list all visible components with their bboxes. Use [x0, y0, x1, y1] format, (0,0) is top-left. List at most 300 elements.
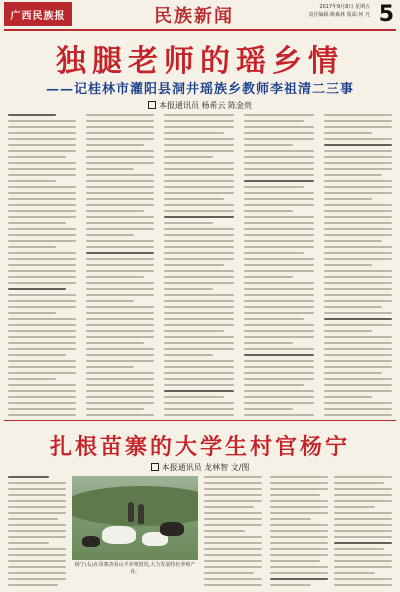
text-line	[164, 186, 234, 188]
text-line	[244, 306, 314, 308]
text-line	[8, 348, 76, 350]
text-line	[8, 330, 76, 332]
text-line	[270, 488, 328, 490]
text-line	[8, 258, 76, 260]
text-line	[86, 162, 154, 164]
text-line	[324, 270, 392, 272]
text-line	[244, 276, 293, 278]
text-line	[164, 240, 234, 242]
masthead-rule	[4, 29, 396, 31]
text-line	[244, 132, 314, 134]
text-line	[334, 476, 392, 478]
text-line	[244, 270, 314, 272]
text-line	[244, 378, 314, 380]
text-line	[324, 306, 382, 308]
text-line	[324, 120, 392, 122]
text-line	[164, 348, 234, 350]
text-line	[334, 512, 392, 514]
text-line	[270, 506, 328, 508]
text-line	[8, 276, 76, 278]
text-line	[164, 264, 224, 266]
issue-info	[308, 3, 370, 19]
text-column	[86, 114, 154, 416]
text-line	[164, 168, 234, 170]
text-line	[324, 246, 392, 248]
text-line	[8, 198, 76, 200]
text-line	[270, 536, 328, 538]
text-line	[86, 366, 134, 368]
page-number: 5	[378, 2, 394, 27]
text-line	[244, 312, 314, 314]
text-line	[324, 258, 392, 260]
text-line	[86, 126, 154, 128]
text-line	[324, 300, 392, 302]
text-line	[244, 234, 314, 236]
text-line	[8, 542, 49, 544]
text-line	[8, 414, 76, 416]
text-line	[244, 390, 314, 392]
text-line	[164, 180, 234, 182]
photo-hill	[72, 486, 198, 526]
text-line	[86, 114, 154, 116]
text-line	[164, 384, 234, 386]
text-column	[8, 476, 66, 586]
text-line	[8, 366, 76, 368]
text-line	[8, 318, 76, 320]
byline-box-icon	[151, 463, 159, 471]
text-line	[244, 330, 314, 332]
text-line	[164, 132, 224, 134]
text-line	[244, 216, 314, 218]
text-line	[86, 246, 154, 248]
text-line	[270, 482, 328, 484]
person-figure	[138, 504, 144, 524]
text-line	[8, 488, 66, 490]
text-line	[204, 512, 262, 514]
text-line	[334, 506, 375, 508]
article2-headline: 扎根苗寨的大学生村官杨宁	[49, 435, 350, 460]
text-line	[8, 312, 56, 314]
text-line	[86, 150, 154, 152]
text-line	[164, 204, 234, 206]
text-line	[164, 366, 234, 368]
text-line	[8, 530, 66, 532]
text-line	[324, 168, 392, 170]
text-line	[204, 566, 262, 568]
text-line	[86, 288, 154, 290]
text-line	[244, 342, 293, 344]
text-line	[8, 252, 76, 254]
text-line	[324, 204, 392, 206]
text-line	[86, 414, 154, 416]
text-line	[86, 228, 154, 230]
text-line	[324, 396, 372, 398]
text-line	[8, 512, 66, 514]
text-line	[270, 524, 328, 526]
text-line	[86, 318, 154, 320]
text-line	[334, 542, 392, 544]
text-line	[324, 378, 392, 380]
text-line	[334, 500, 392, 502]
text-line	[324, 216, 392, 218]
text-line	[270, 476, 328, 478]
text-line	[86, 294, 154, 296]
text-line	[8, 408, 76, 410]
text-line	[164, 270, 234, 272]
text-line	[8, 174, 76, 176]
text-line	[86, 258, 154, 260]
text-line	[324, 288, 392, 290]
text-line	[8, 354, 66, 356]
goat-farm-photo	[72, 476, 198, 560]
person-figure	[128, 502, 134, 522]
article2-byline	[0, 462, 400, 473]
text-line	[244, 282, 314, 284]
text-line	[86, 222, 154, 224]
text-line	[86, 186, 154, 188]
text-line	[164, 222, 213, 224]
text-line	[8, 204, 76, 206]
text-line	[8, 482, 66, 484]
newspaper-logo	[4, 2, 72, 26]
text-line	[86, 240, 154, 242]
text-line	[324, 330, 372, 332]
text-line	[270, 542, 328, 544]
photo-caption: 杨宁(右)在苗寨查看山羊养殖情况,大力发展特色养殖产业。	[74, 562, 196, 575]
text-line	[86, 408, 144, 410]
text-line	[8, 396, 76, 398]
text-line	[164, 156, 213, 158]
text-line	[244, 144, 293, 146]
text-line	[8, 324, 76, 326]
text-line	[324, 372, 382, 374]
text-line	[86, 396, 154, 398]
text-line	[244, 198, 314, 200]
text-line	[86, 174, 154, 176]
text-line	[244, 408, 293, 410]
article1-byline	[0, 100, 400, 111]
text-line	[324, 360, 392, 362]
text-line	[8, 384, 76, 386]
text-line	[164, 228, 234, 230]
goat-black	[82, 536, 100, 547]
text-line	[334, 482, 384, 484]
text-line	[244, 186, 304, 188]
text-line	[86, 342, 144, 344]
text-line	[324, 414, 392, 416]
text-line	[8, 548, 66, 550]
text-line	[324, 282, 392, 284]
text-line	[204, 518, 262, 520]
text-line	[164, 198, 224, 200]
text-line	[86, 252, 154, 254]
text-line	[204, 482, 262, 484]
text-line	[244, 156, 314, 158]
text-line	[86, 384, 154, 386]
text-line	[8, 246, 56, 248]
text-line	[164, 330, 224, 332]
text-line	[244, 174, 314, 176]
text-line	[244, 348, 314, 350]
text-line	[86, 264, 154, 266]
text-line	[86, 192, 154, 194]
text-line	[164, 144, 234, 146]
text-line	[244, 138, 314, 140]
text-line	[164, 396, 224, 398]
text-column	[270, 476, 328, 586]
text-line	[334, 584, 392, 586]
text-line	[86, 120, 154, 122]
text-line	[244, 264, 314, 266]
text-line	[8, 132, 76, 134]
text-line	[270, 554, 328, 556]
text-line	[270, 500, 328, 502]
text-line	[270, 566, 328, 568]
text-line	[86, 180, 154, 182]
text-line	[204, 572, 254, 574]
text-line	[204, 560, 262, 562]
text-line	[8, 168, 76, 170]
text-line	[164, 414, 234, 416]
text-line	[86, 156, 154, 158]
text-line	[86, 336, 154, 338]
text-line	[244, 168, 314, 170]
text-line	[324, 222, 392, 224]
text-line	[204, 530, 245, 532]
goat-white	[102, 526, 136, 544]
text-line	[164, 288, 213, 290]
text-line	[244, 396, 314, 398]
text-line	[86, 390, 154, 392]
editor-credit: 责任编辑:姚森林 版面:何 凡	[308, 12, 370, 18]
text-line	[204, 578, 262, 580]
text-line	[164, 300, 234, 302]
text-line	[164, 306, 234, 308]
text-line	[324, 294, 392, 296]
article2-byline-text: 本报通讯员 龙林智 文/图	[161, 463, 250, 472]
text-column	[8, 114, 76, 416]
text-line	[244, 258, 314, 260]
newspaper-logo-text: 广西民族报	[10, 10, 66, 22]
text-line	[86, 276, 144, 278]
text-line	[204, 584, 262, 586]
text-line	[86, 282, 154, 284]
text-line	[86, 132, 154, 134]
text-line	[324, 144, 392, 146]
text-line	[164, 258, 234, 260]
text-line	[244, 294, 314, 296]
text-line	[244, 324, 314, 326]
text-line	[244, 318, 304, 320]
goat-black	[160, 522, 184, 536]
text-line	[8, 500, 66, 502]
text-line	[164, 360, 234, 362]
text-line	[164, 216, 234, 218]
text-line	[8, 114, 56, 116]
text-line	[8, 210, 76, 212]
text-line	[324, 324, 392, 326]
text-line	[270, 518, 311, 520]
text-line	[86, 210, 144, 212]
text-line	[244, 336, 314, 338]
text-line	[164, 336, 234, 338]
text-line	[86, 306, 154, 308]
text-line	[244, 192, 314, 194]
text-line	[86, 330, 154, 332]
text-line	[324, 156, 392, 158]
text-line	[324, 318, 392, 320]
text-line	[244, 402, 314, 404]
text-line	[86, 360, 154, 362]
text-line	[244, 252, 304, 254]
text-line	[8, 572, 66, 574]
text-line	[8, 240, 76, 242]
text-line	[270, 530, 328, 532]
masthead	[4, 2, 396, 28]
text-line	[164, 120, 234, 122]
text-line	[8, 336, 76, 338]
text-line	[334, 536, 392, 538]
text-line	[324, 408, 392, 410]
text-line	[324, 126, 392, 128]
text-line	[164, 402, 234, 404]
text-line	[244, 300, 314, 302]
text-line	[204, 554, 262, 556]
text-line	[86, 348, 154, 350]
text-line	[244, 414, 314, 416]
text-line	[86, 300, 134, 302]
text-line	[324, 234, 392, 236]
text-line	[324, 186, 392, 188]
text-line	[270, 578, 328, 580]
text-line	[164, 342, 234, 344]
text-column	[164, 114, 234, 416]
text-line	[324, 198, 372, 200]
text-line	[334, 578, 392, 580]
text-line	[324, 402, 392, 404]
text-line	[164, 318, 234, 320]
text-line	[204, 476, 262, 478]
text-line	[86, 204, 154, 206]
text-line	[324, 252, 392, 254]
text-line	[8, 126, 76, 128]
text-line	[204, 494, 262, 496]
text-line	[244, 180, 314, 182]
article-divider	[4, 420, 396, 421]
text-line	[270, 548, 328, 550]
text-line	[8, 288, 66, 290]
text-line	[324, 192, 392, 194]
text-line	[244, 366, 314, 368]
text-line	[164, 246, 234, 248]
text-line	[324, 138, 392, 140]
text-line	[204, 548, 262, 550]
text-line	[164, 162, 234, 164]
text-line	[244, 228, 314, 230]
text-line	[164, 174, 234, 176]
text-line	[204, 488, 262, 490]
article2-body	[8, 476, 392, 586]
text-line	[8, 494, 66, 496]
text-line	[164, 354, 213, 356]
text-line	[324, 348, 392, 350]
text-line	[8, 234, 76, 236]
text-line	[334, 518, 392, 520]
text-line	[204, 524, 262, 526]
text-line	[8, 162, 76, 164]
text-line	[8, 402, 76, 404]
text-line	[8, 186, 76, 188]
text-line	[164, 210, 234, 212]
text-line	[8, 584, 58, 586]
text-line	[270, 560, 320, 562]
text-line	[270, 572, 328, 574]
text-line	[86, 402, 154, 404]
text-line	[244, 222, 314, 224]
text-line	[86, 324, 154, 326]
text-line	[8, 216, 76, 218]
text-line	[164, 252, 234, 254]
text-line	[8, 306, 76, 308]
text-column	[334, 476, 392, 586]
text-line	[164, 150, 234, 152]
text-line	[244, 288, 314, 290]
text-line	[8, 282, 76, 284]
text-line	[324, 150, 392, 152]
text-line	[324, 174, 382, 176]
text-line	[8, 560, 66, 562]
text-line	[8, 506, 66, 508]
text-line	[244, 354, 314, 356]
article1-subhead: ——记桂林市灌阳县洞井瑶族乡教师李祖清二三事	[45, 82, 354, 97]
text-line	[8, 554, 66, 556]
text-line	[164, 312, 234, 314]
text-line	[270, 494, 320, 496]
text-line	[334, 530, 392, 532]
text-line	[86, 138, 154, 140]
text-line	[86, 378, 154, 380]
text-line	[86, 354, 154, 356]
text-line	[86, 234, 134, 236]
text-line	[8, 270, 76, 272]
text-line	[334, 560, 392, 562]
text-line	[324, 210, 392, 212]
text-line	[204, 506, 254, 508]
text-line	[8, 390, 76, 392]
text-line	[324, 384, 392, 386]
text-line	[334, 488, 392, 490]
text-column	[204, 476, 262, 586]
text-line	[324, 162, 392, 164]
text-line	[164, 282, 234, 284]
text-line	[204, 542, 262, 544]
text-line	[334, 524, 392, 526]
text-line	[244, 240, 314, 242]
text-line	[8, 192, 76, 194]
text-line	[86, 144, 144, 146]
text-line	[8, 342, 76, 344]
article1-byline-text: 本报通讯员 杨希云 陈金贵	[158, 101, 253, 110]
text-line	[8, 120, 76, 122]
section-title: 民族新闻	[154, 6, 234, 27]
text-line	[244, 114, 314, 116]
text-line	[8, 300, 76, 302]
text-line	[8, 360, 76, 362]
text-line	[324, 354, 392, 356]
text-line	[8, 228, 76, 230]
text-line	[324, 312, 392, 314]
text-line	[244, 162, 314, 164]
